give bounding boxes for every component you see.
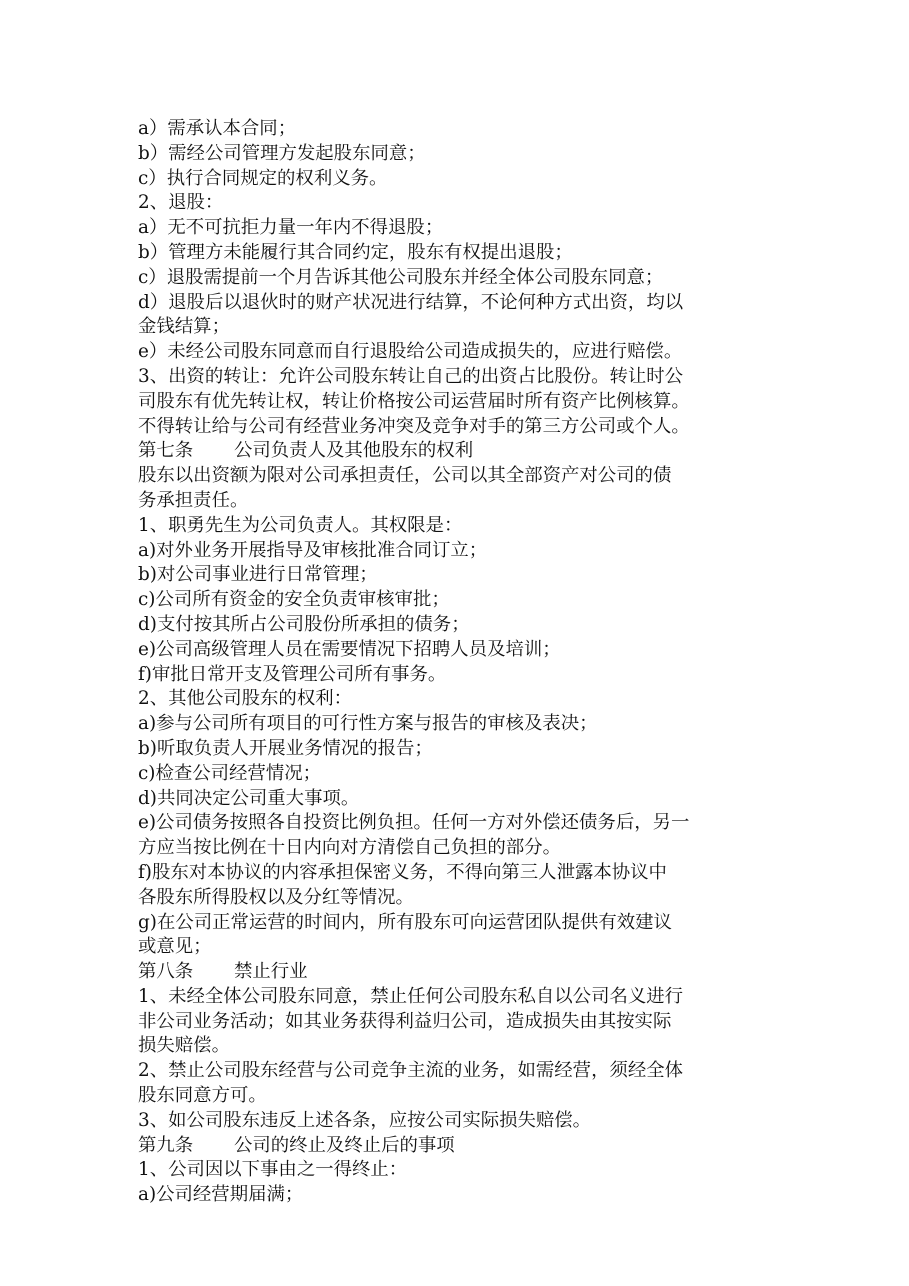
text-line: f)审批日常开支及管理公司所有事务。 [138, 663, 447, 685]
text-line: c）退股需提前一个月告诉其他公司股东并经全体公司股东同意； [138, 266, 664, 288]
text-line: c)检查公司经营情况； [138, 762, 321, 784]
text-line: 2、退股： [138, 192, 224, 214]
article-heading-9 [138, 1134, 778, 1159]
text-line: d）退股后以退伙时的财产状况进行结算，不论何种方式出资，均以 [138, 291, 684, 313]
text-line: 1、公司因以下事由之一得终止： [138, 1159, 408, 1181]
text-line: 2、其他公司股东的权利： [138, 688, 352, 710]
text-line: 损失赔偿。 [138, 1035, 230, 1057]
article-number: 第八条 [138, 961, 194, 983]
article-heading-7 [138, 439, 778, 464]
text-line: 不得转让给与公司有经营业务冲突及竞争对手的第三方公司或个人。 [138, 415, 690, 437]
text-line: f)股东对本协议的内容承担保密义务，不得向第三人泄露本协议中 [138, 861, 667, 883]
text-line: c）执行合同规定的权利义务。 [138, 167, 388, 189]
text-line: 金钱结算； [138, 316, 230, 338]
text-line: 务承担责任。 [138, 489, 249, 511]
text-line: 股东同意方可。 [138, 1085, 267, 1107]
article-title: 禁止行业 [234, 961, 308, 983]
text-line: a)公司经营期届满； [138, 1184, 304, 1206]
text-line: 3、如公司股东违反上述各条，应按公司实际损失赔偿。 [138, 1109, 592, 1131]
text-line: 司股东有优先转让权，转让价格按公司运营届时所有资产比例核算。 [138, 390, 690, 412]
text-line: b）需经公司管理方发起股东同意； [138, 142, 426, 164]
text-line: e)公司高级管理人员在需要情况下招聘人员及培训； [138, 638, 561, 660]
text-line: b)对公司事业进行日常管理； [138, 564, 378, 586]
text-line: d)支付按其所占公司股份所承担的债务； [138, 613, 470, 635]
text-line: b）管理方未能履行其合同约定，股东有权提出退股； [138, 241, 573, 263]
article-title: 公司负责人及其他股东的权利 [234, 440, 474, 462]
text-line: 2、禁止公司股东经营与公司竞争主流的业务，如需经营，须经全体 [138, 1060, 684, 1082]
text-line: d)共同决定公司重大事项。 [138, 787, 360, 809]
text-line: 方应当按比例在十日内向对方清偿自己负担的部分。 [138, 837, 561, 859]
text-line: 非公司业务活动；如其业务获得利益归公司，造成损失由其按实际 [138, 1010, 672, 1032]
text-line: 1、职勇先生为公司负责人。其权限是： [138, 514, 463, 536]
text-line: a)参与公司所有项目的可行性方案与报告的审核及表决； [138, 713, 598, 735]
text-line: c)公司所有资金的安全负责审核审批； [138, 589, 450, 611]
text-line: 1、未经全体公司股东同意，禁止任何公司股东私自以公司名义进行 [138, 985, 684, 1007]
article-number: 第九条 [138, 1134, 194, 1156]
text-line: 股东以出资额为限对公司承担责任，公司以其全部资产对公司的债 [138, 465, 672, 487]
article-title: 公司的终止及终止后的事项 [234, 1134, 455, 1156]
document-page [138, 117, 778, 1208]
text-line: b)听取负责人开展业务情况的报告； [138, 737, 433, 759]
text-line: g)在公司正常运营的时间内，所有股东可向运营团队提供有效建议 [138, 911, 672, 933]
text-line: 3、出资的转让：允许公司股东转让自己的出资占比股份。转让时公 [138, 365, 684, 387]
text-line: a）无不可抗拒力量一年内不得退股； [138, 217, 444, 239]
text-line: 或意见； [138, 936, 212, 958]
text-line: 各股东所得股权以及分红等情况。 [138, 886, 414, 908]
text-line: a）需承认本合同； [138, 118, 297, 139]
text-line: a)对外业务开展指导及审核批准合同订立； [138, 539, 488, 561]
text-line: e）未经公司股东同意而自行退股给公司造成损失的，应进行赔偿。 [138, 341, 683, 363]
article-number: 第七条 [138, 440, 194, 462]
text-line: e)公司债务按照各自投资比例负担。任何一方对外偿还债务后，另一 [138, 812, 690, 834]
article-heading-8 [138, 960, 778, 985]
